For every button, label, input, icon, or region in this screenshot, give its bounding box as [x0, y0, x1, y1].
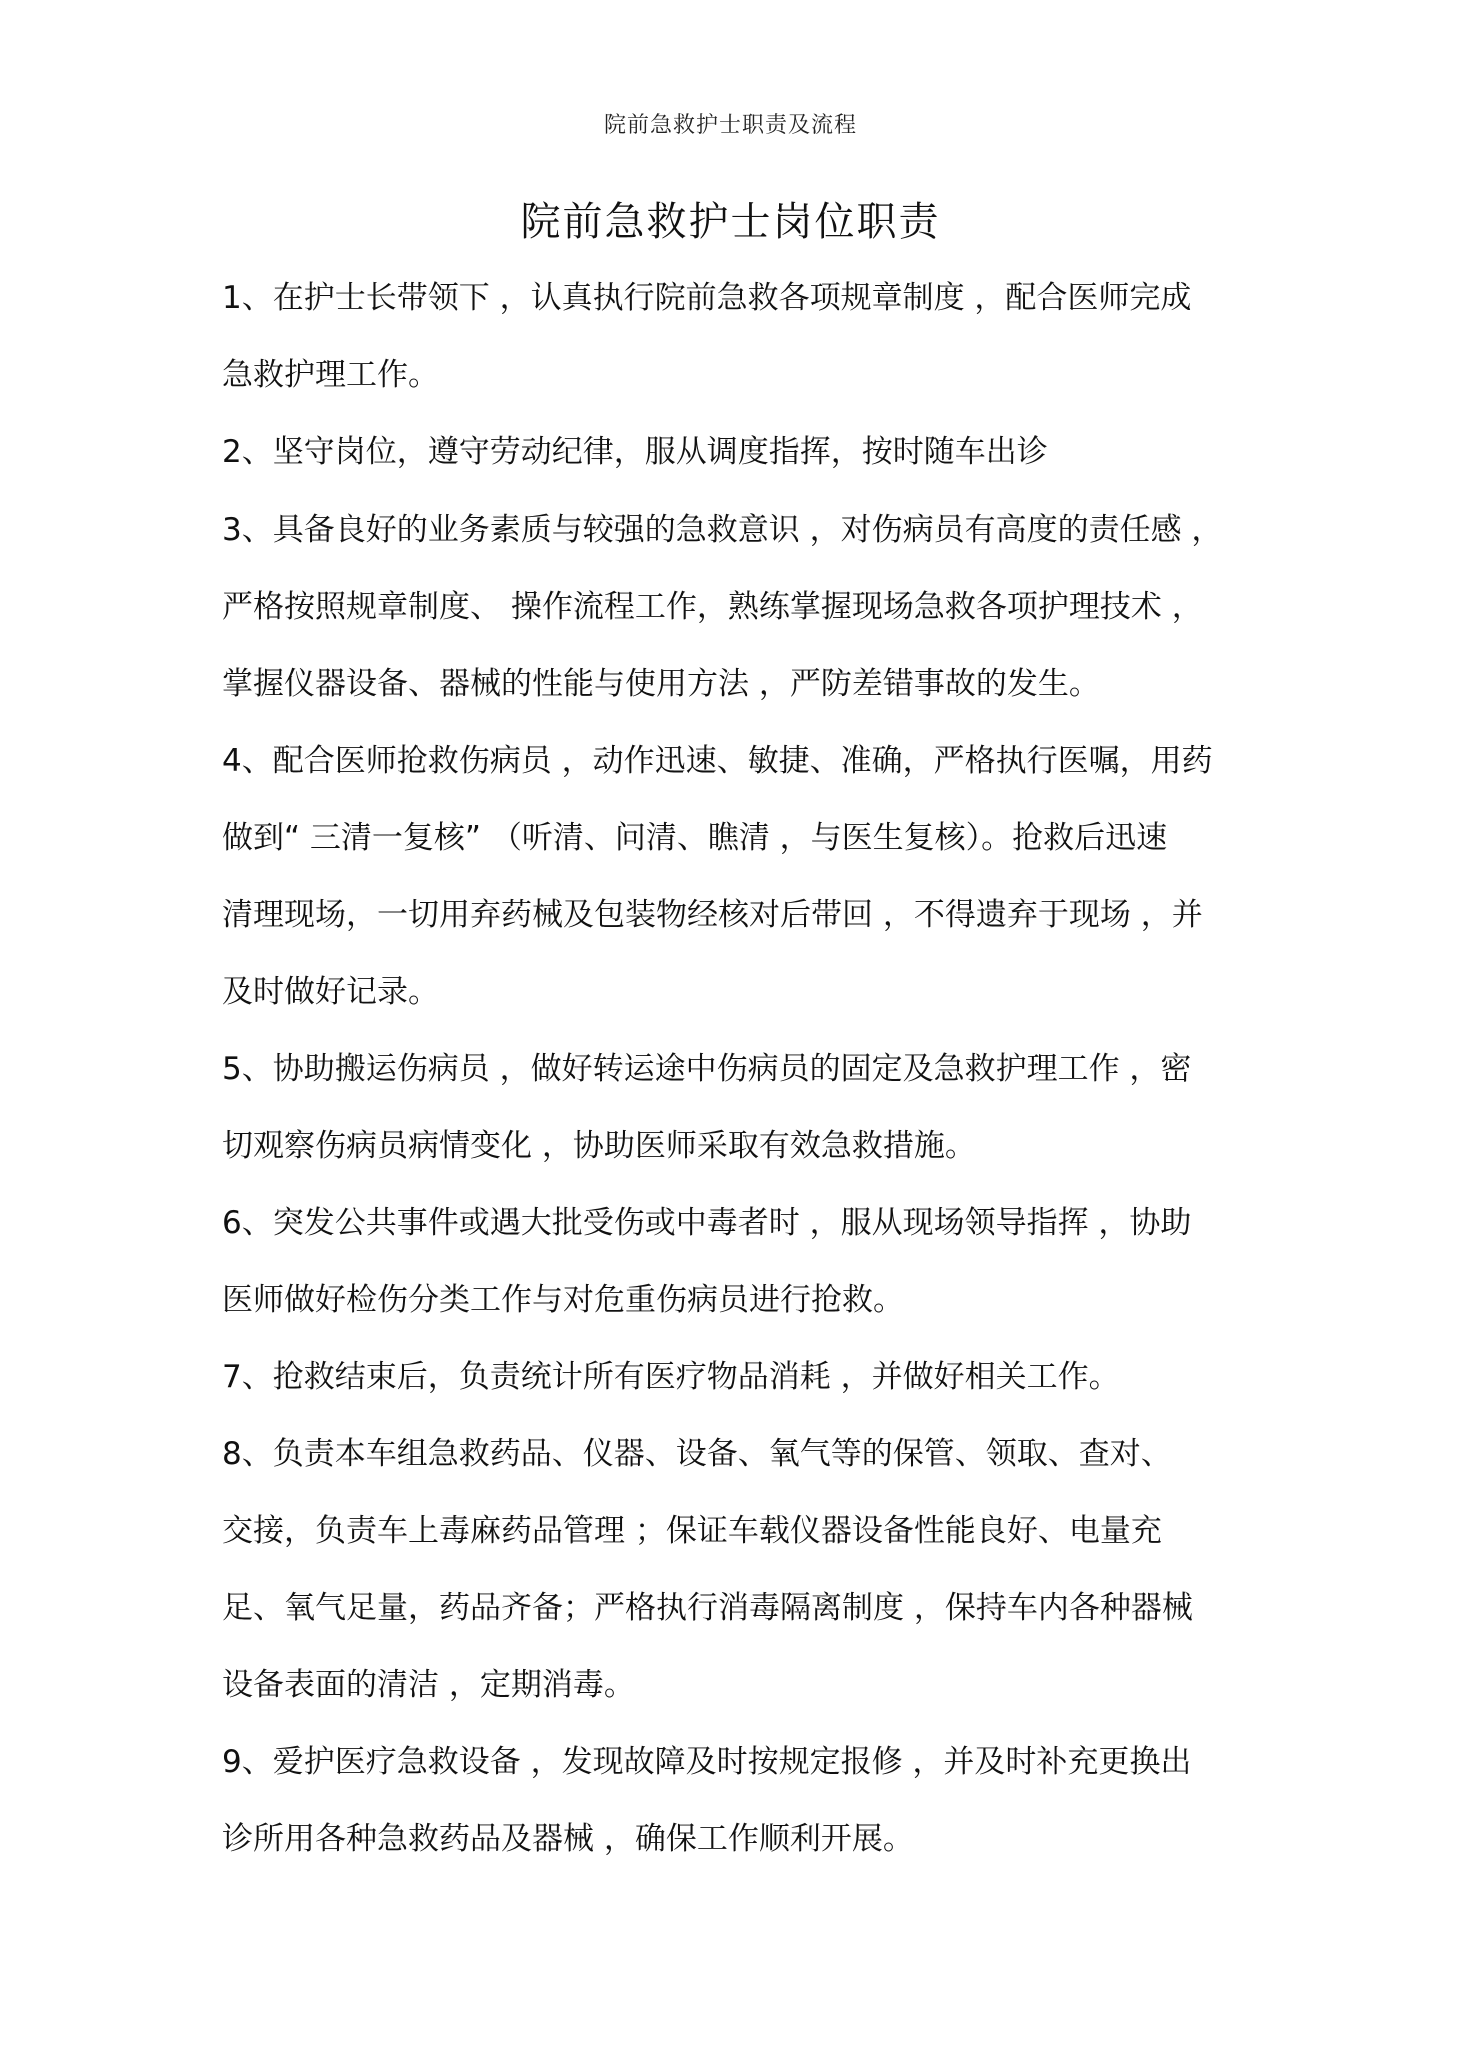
text-line: 7、抢救结束后，负责统计所有医疗物品消耗 ，并做好相关工作。	[222, 1359, 1120, 1395]
text-line: 足、氧气足量，药品齐备；严格执行消毒隔离制度 ，保持车内各种器械	[222, 1590, 1193, 1626]
document-title: 院前急救护士岗位职责	[520, 199, 941, 245]
text-line: 1、在护士长带领下 ，认真执行院前急救各项规章制度 ，配合医师完成	[222, 280, 1192, 316]
text-line: 做到“ 三清一复核” （听清、问清、瞧清 ，与医生复核）。抢救后迅速	[222, 820, 1168, 856]
text-line: 切观察伤病员病情变化 ，协助医师采取有效急救措施。	[222, 1128, 976, 1164]
text-line: 交接，负责车上毒麻药品管理 ；保证车载仪器设备性能良好、电量充	[222, 1513, 1162, 1549]
text-line: 4、配合医师抢救伤病员 ，动作迅速、敏捷、准确，严格执行医嘱，用药	[222, 743, 1213, 779]
text-line: 急救护理工作。	[222, 357, 439, 393]
text-line: 5、协助搬运伤病员 ，做好转运途中伤病员的固定及急救护理工作 ，密	[222, 1051, 1192, 1087]
text-line: 诊所用各种急救药品及器械 ，确保工作顺利开展。	[222, 1821, 914, 1857]
text-line: 设备表面的清洁 ，定期消毒。	[222, 1667, 635, 1703]
text-line: 医师做好检伤分类工作与对危重伤病员进行抢救。	[222, 1282, 904, 1318]
text-line: 严格按照规章制度、 操作流程工作，熟练掌握现场急救各项护理技术 ，	[222, 589, 1203, 625]
text-line: 清理现场，一切用弃药械及包装物经核对后带回 ，不得遗弃于现场 ，并	[222, 897, 1203, 933]
running-header: 院前急救护士职责及流程	[603, 113, 857, 138]
text-line: 8、负责本车组急救药品、仪器、设备、氧气等的保管、领取、查对、	[222, 1436, 1172, 1472]
text-line: 及时做好记录。	[222, 974, 439, 1010]
text-line: 9、爱护医疗急救设备 ，发现故障及时按规定报修 ，并及时补充更换出	[222, 1744, 1192, 1780]
text-line: 2、坚守岗位，遵守劳动纪律，服从调度指挥，按时随车出诊	[222, 434, 1048, 470]
text-line: 掌握仪器设备、器械的性能与使用方法 ，严防差错事故的发生。	[222, 666, 1100, 702]
text-line: 6、突发公共事件或遇大批受伤或中毒者时 ，服从现场领导指挥 ，协助	[222, 1205, 1192, 1241]
text-line: 3、具备良好的业务素质与较强的急救意识 ，对伤病员有高度的责任感 ，	[222, 512, 1223, 548]
